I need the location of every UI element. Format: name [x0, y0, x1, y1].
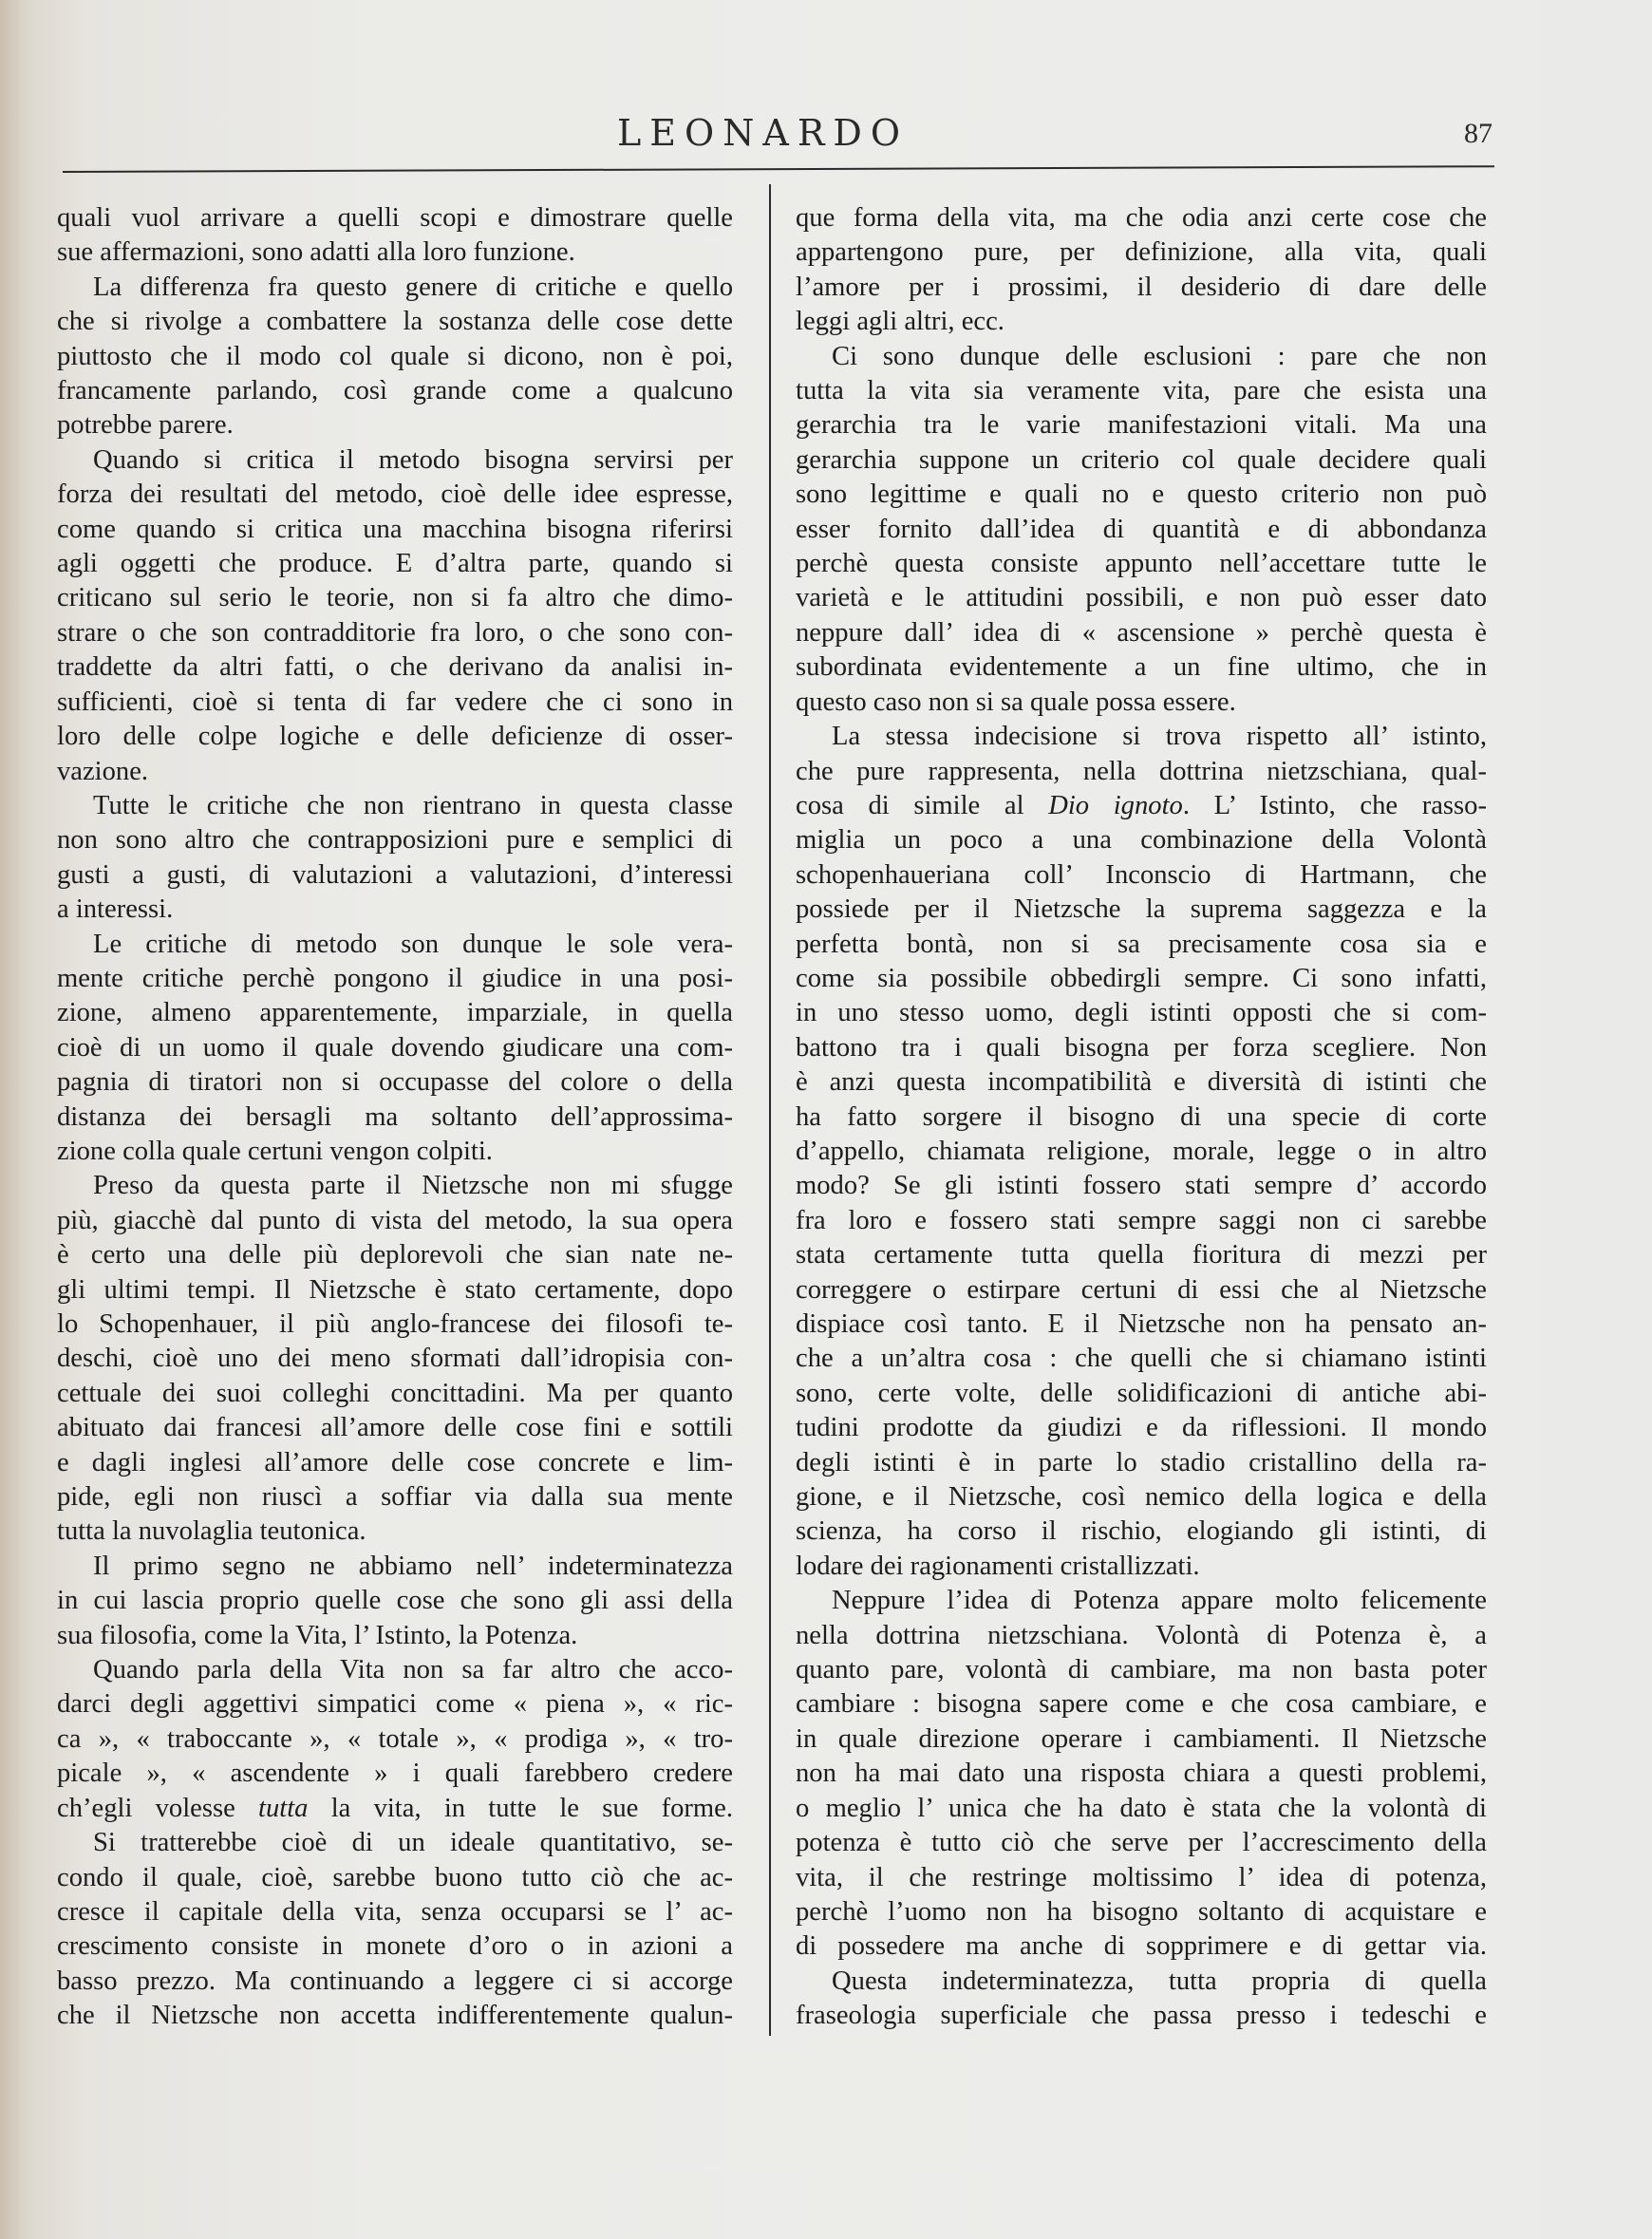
- text-line: che a un’altra cosa : che quelli che si chiamano istinti: [796, 1344, 1487, 1374]
- text-line: varietà e le attitudini possibili, e non può esser dato: [796, 583, 1487, 613]
- text-line: di possedere ma anche di sopprimere e di gettar via.: [796, 1931, 1487, 1962]
- text-line: cosa di simile al Dio ignoto. L’ Istinto, che rasso-: [796, 790, 1487, 820]
- text-line: gerarchia tra le varie manifestazioni vitali. Ma una: [796, 410, 1487, 441]
- text-line: Il primo segno ne abbiamo nell’ indeterminatezza: [93, 1551, 733, 1581]
- text-line: gusti a gusti, di valutazioni a valutazioni, d’interessi: [57, 859, 733, 890]
- text-line: è anzi questa incompatibilità e diversità di istinti che: [796, 1067, 1487, 1098]
- text-line: non sono altro che contrapposizioni pure e semplici di: [57, 825, 733, 856]
- text-line: pide, egli non riuscì a soffiar via dalla sua mente: [57, 1482, 733, 1513]
- text-line: piuttosto che il modo col quale si dicono, non è poi,: [57, 341, 733, 371]
- text-line: stata certamente tutta quella fioritura di mezzi per: [796, 1240, 1487, 1270]
- text-line: che pure rappresenta, nella dottrina nietzschiana, qual-: [796, 756, 1487, 786]
- text-line: dispiace così tanto. E il Nietzsche non ha pensato an-: [796, 1309, 1487, 1339]
- text-line: l’amore per i prossimi, il desiderio di dare delle: [796, 272, 1487, 302]
- text-line: Tutte le critiche che non rientrano in questa classe: [93, 790, 733, 820]
- text-line: zione colla quale certuni vengon colpiti.: [57, 1136, 493, 1166]
- text-line: Ci sono dunque delle esclusioni : pare che non: [832, 341, 1487, 371]
- text-line: Neppure l’idea di Potenza appare molto felicemente: [832, 1586, 1487, 1616]
- text-line: lodare dei ragionamenti cristallizzati.: [796, 1551, 1200, 1581]
- text-line: o meglio l’ unica che ha dato è stata che la volontà di: [796, 1793, 1487, 1823]
- text-line: tutta la vita sia veramente vita, pare che esista una: [796, 376, 1487, 406]
- text-line: criticano sul serio le teorie, non si fa altro che dimo-: [57, 583, 733, 613]
- text-line: potenza è tutto ciò che serve per l’accrescimento della: [796, 1828, 1487, 1858]
- text-line: che si rivolge a combattere la sostanza delle cose dette: [57, 307, 733, 337]
- text-line: in cui lascia proprio quelle cose che sono gli assi della: [57, 1586, 733, 1616]
- text-line: è certo una delle più deplorevoli che sian nate ne-: [57, 1240, 733, 1270]
- left-column: [57, 201, 733, 2034]
- text-line: quali vuol arrivare a quelli scopi e dimostrare quelle: [57, 203, 733, 233]
- text-line: sono, certe volte, delle solidificazioni di antiche abi-: [796, 1378, 1487, 1408]
- text-line: abituato dai francesi all’amore delle cose fini e sottili: [57, 1413, 733, 1443]
- text-line: e dagli inglesi all’amore delle cose concrete e lim-: [57, 1447, 733, 1477]
- text-line: vazione.: [57, 756, 149, 786]
- text-line: come sia possibile obbedirgli sempre. Ci sono infatti,: [796, 963, 1487, 993]
- text-line: potrebbe parere.: [57, 410, 234, 441]
- text-line: modo? Se gli istinti fossero stati sempre d’ accordo: [796, 1171, 1487, 1201]
- text-line: appartengono pure, per definizione, alla vita, quali: [796, 237, 1487, 268]
- text-line: cresce il capitale della vita, senza occuparsi se l’ ac-: [57, 1896, 733, 1927]
- text-line: strare o che son contradditorie fra loro, o che sono con-: [57, 617, 733, 648]
- text-line: fra loro e fossero stati sempre saggi non ci sarebbe: [796, 1205, 1487, 1235]
- page-number: 87: [1464, 118, 1492, 149]
- text-line: distanza dei bersagli ma soltanto dell’approssima-: [57, 1101, 733, 1132]
- text-line: in quale direzione operare i cambiamenti. Il Nietzsche: [796, 1723, 1487, 1754]
- text-line: La stessa indecisione si trova rispetto all’ istinto,: [832, 722, 1487, 752]
- text-line: condo il quale, cioè, sarebbe buono tutto ciò che ac-: [57, 1862, 733, 1892]
- text-line: pagnia di tiratori non si occupasse del colore o della: [57, 1067, 733, 1098]
- text-line: subordinata evidentemente a un fine ultimo, che in: [796, 652, 1487, 683]
- text-line: ha fatto sorgere il bisogno di una specie di corte: [796, 1101, 1487, 1132]
- text-line: mente critiche perchè pongono il giudice in una posi-: [57, 963, 733, 993]
- text-line: non ha mai dato una risposta chiara a questi problemi,: [796, 1759, 1487, 1789]
- text-line: zione, almeno apparentemente, imparziale, in quella: [57, 998, 733, 1028]
- text-line: deschi, cioè uno dei meno sformati dall’idropisia con-: [57, 1344, 733, 1374]
- text-line: La differenza fra questo genere di critiche e quello: [93, 272, 733, 302]
- text-line: questo caso non si sa quale possa essere.: [796, 687, 1236, 717]
- text-line: que forma della vita, ma che odia anzi certe cose che: [796, 203, 1487, 233]
- text-line: nella dottrina nietzschiana. Volontà di Potenza è, a: [796, 1620, 1487, 1650]
- text-line: gione, e il Nietzsche, così nemico della logica e della: [796, 1482, 1487, 1513]
- text-line: sufficienti, cioè si tenta di far vedere che ci sono in: [57, 687, 733, 717]
- text-line: loro delle colpe logiche e delle deficienze di osser-: [57, 722, 733, 752]
- text-line: basso prezzo. Ma continuando a leggere ci si accorge: [57, 1966, 733, 1996]
- text-line: quanto pare, volontà di cambiare, ma non basta poter: [796, 1655, 1487, 1685]
- text-line: schopenhaueriana coll’ Inconscio di Hartmann, che: [796, 859, 1487, 890]
- text-line: neppure dall’ idea di « ascensione » perchè questa è: [796, 617, 1487, 648]
- text-line: sono legittime e quali no e questo criterio non può: [796, 480, 1487, 510]
- text-line: darci degli aggettivi simpatici come « piena », « ric-: [57, 1689, 733, 1720]
- text-line: Quando parla della Vita non sa far altro che acco-: [93, 1655, 733, 1685]
- text-line: perchè questa consiste appunto nell’accettare tutte le: [796, 549, 1487, 579]
- italic-text: Dio ignoto: [1048, 790, 1183, 820]
- text-line: tutta la nuvolaglia teutonica.: [57, 1516, 366, 1547]
- text-line: tudini prodotte da giudizi e da riflessioni. Il mondo: [796, 1413, 1487, 1443]
- text-line: battono tra i quali bisogna per forza scegliere. Non: [796, 1032, 1487, 1063]
- text-line: Quando si critica il metodo bisogna servirsi per: [93, 444, 733, 475]
- text-line: come quando si critica una macchina bisogna riferirsi: [57, 514, 733, 544]
- text-line: esser fornito dall’idea di quantità e di abbondanza: [796, 514, 1487, 544]
- right-column: [796, 201, 1487, 2034]
- text-line: cettuale dei suoi colleghi concittadini. Ma per quanto: [57, 1378, 733, 1408]
- text-line: sue affermazioni, sono adatti alla loro funzione.: [57, 237, 575, 268]
- running-title: LEONARDO: [617, 112, 910, 154]
- text-line: picale », « ascendente » i quali farebbero credere: [57, 1759, 733, 1789]
- text-line: fraseologia superficiale che passa presso i tedeschi e: [796, 2001, 1487, 2031]
- text-line: più, giacchè dal punto di vista del metodo, la sua opera: [57, 1205, 733, 1235]
- italic-text: tutta: [258, 1793, 309, 1823]
- text-line: a interessi.: [57, 894, 174, 925]
- text-line: correggere o estirpare certuni di essi che al Nietzsche: [796, 1274, 1487, 1305]
- text-line: ch’egli volesse tutta la vita, in tutte le sue forme.: [57, 1793, 733, 1823]
- text-line: lo Schopenhauer, il più anglo-francese dei filosofi te-: [57, 1309, 733, 1339]
- text-line: degli istinti è in parte lo stadio cristallino della ra-: [796, 1447, 1487, 1477]
- text-line: forza dei resultati del metodo, cioè delle idee espresse,: [57, 480, 733, 510]
- text-line: perfetta bontà, non si sa precisamente cosa sia e: [796, 929, 1487, 959]
- text-line: cioè di un uomo il quale dovendo giudicare una com-: [57, 1032, 733, 1063]
- text-line: cambiare : bisogna sapere come e che cosa cambiare, e: [796, 1689, 1487, 1720]
- text-line: traddette da altri fatti, o che derivano da analisi in-: [57, 652, 733, 683]
- text-line: scienza, ha corso il rischio, elogiando gli istinti, di: [796, 1516, 1487, 1547]
- text-line: Preso da questa parte il Nietzsche non mi sfugge: [93, 1171, 733, 1201]
- text-line: gerarchia suppone un criterio col quale decidere quali: [796, 444, 1487, 475]
- text-line: d’appello, chiamata religione, morale, legge o in altro: [796, 1136, 1487, 1166]
- text-line: che il Nietzsche non accetta indifferentemente qualun-: [57, 2001, 733, 2031]
- text-line: francamente parlando, così grande come a qualcuno: [57, 376, 733, 406]
- text-line: possiede per il Nietzsche la suprema saggezza e la: [796, 894, 1487, 925]
- text-line: leggi agli altri, ecc.: [796, 307, 1004, 337]
- text-line: miglia un poco a una combinazione della Volontà: [796, 825, 1487, 856]
- text-line: Si tratterebbe cioè di un ideale quantitativo, se-: [93, 1828, 733, 1858]
- text-line: sua filosofia, come la Vita, l’ Istinto, la Potenza.: [57, 1620, 578, 1650]
- text-line: Questa indeterminatezza, tutta propria di quella: [832, 1966, 1487, 1996]
- text-line: agli oggetti che produce. E d’altra parte, quando si: [57, 549, 733, 579]
- text-line: ca », « traboccante », « totale », « prodiga », « tro-: [57, 1723, 733, 1754]
- text-line: Le critiche di metodo son dunque le sole vera-: [93, 929, 733, 959]
- column-divider: [769, 184, 771, 2036]
- text-line: in uno stesso uomo, degli istinti opposti che si com-: [796, 998, 1487, 1028]
- text-line: crescimento consiste in monete d’oro o in azioni a: [57, 1931, 733, 1962]
- text-line: perchè l’uomo non ha bisogno soltanto di acquistare e: [796, 1896, 1487, 1927]
- header-rule: [63, 165, 1494, 173]
- text-line: vita, il che restringe moltissimo l’ idea di potenza,: [796, 1862, 1487, 1892]
- text-line: gli ultimi tempi. Il Nietzsche è stato certamente, dopo: [57, 1274, 733, 1305]
